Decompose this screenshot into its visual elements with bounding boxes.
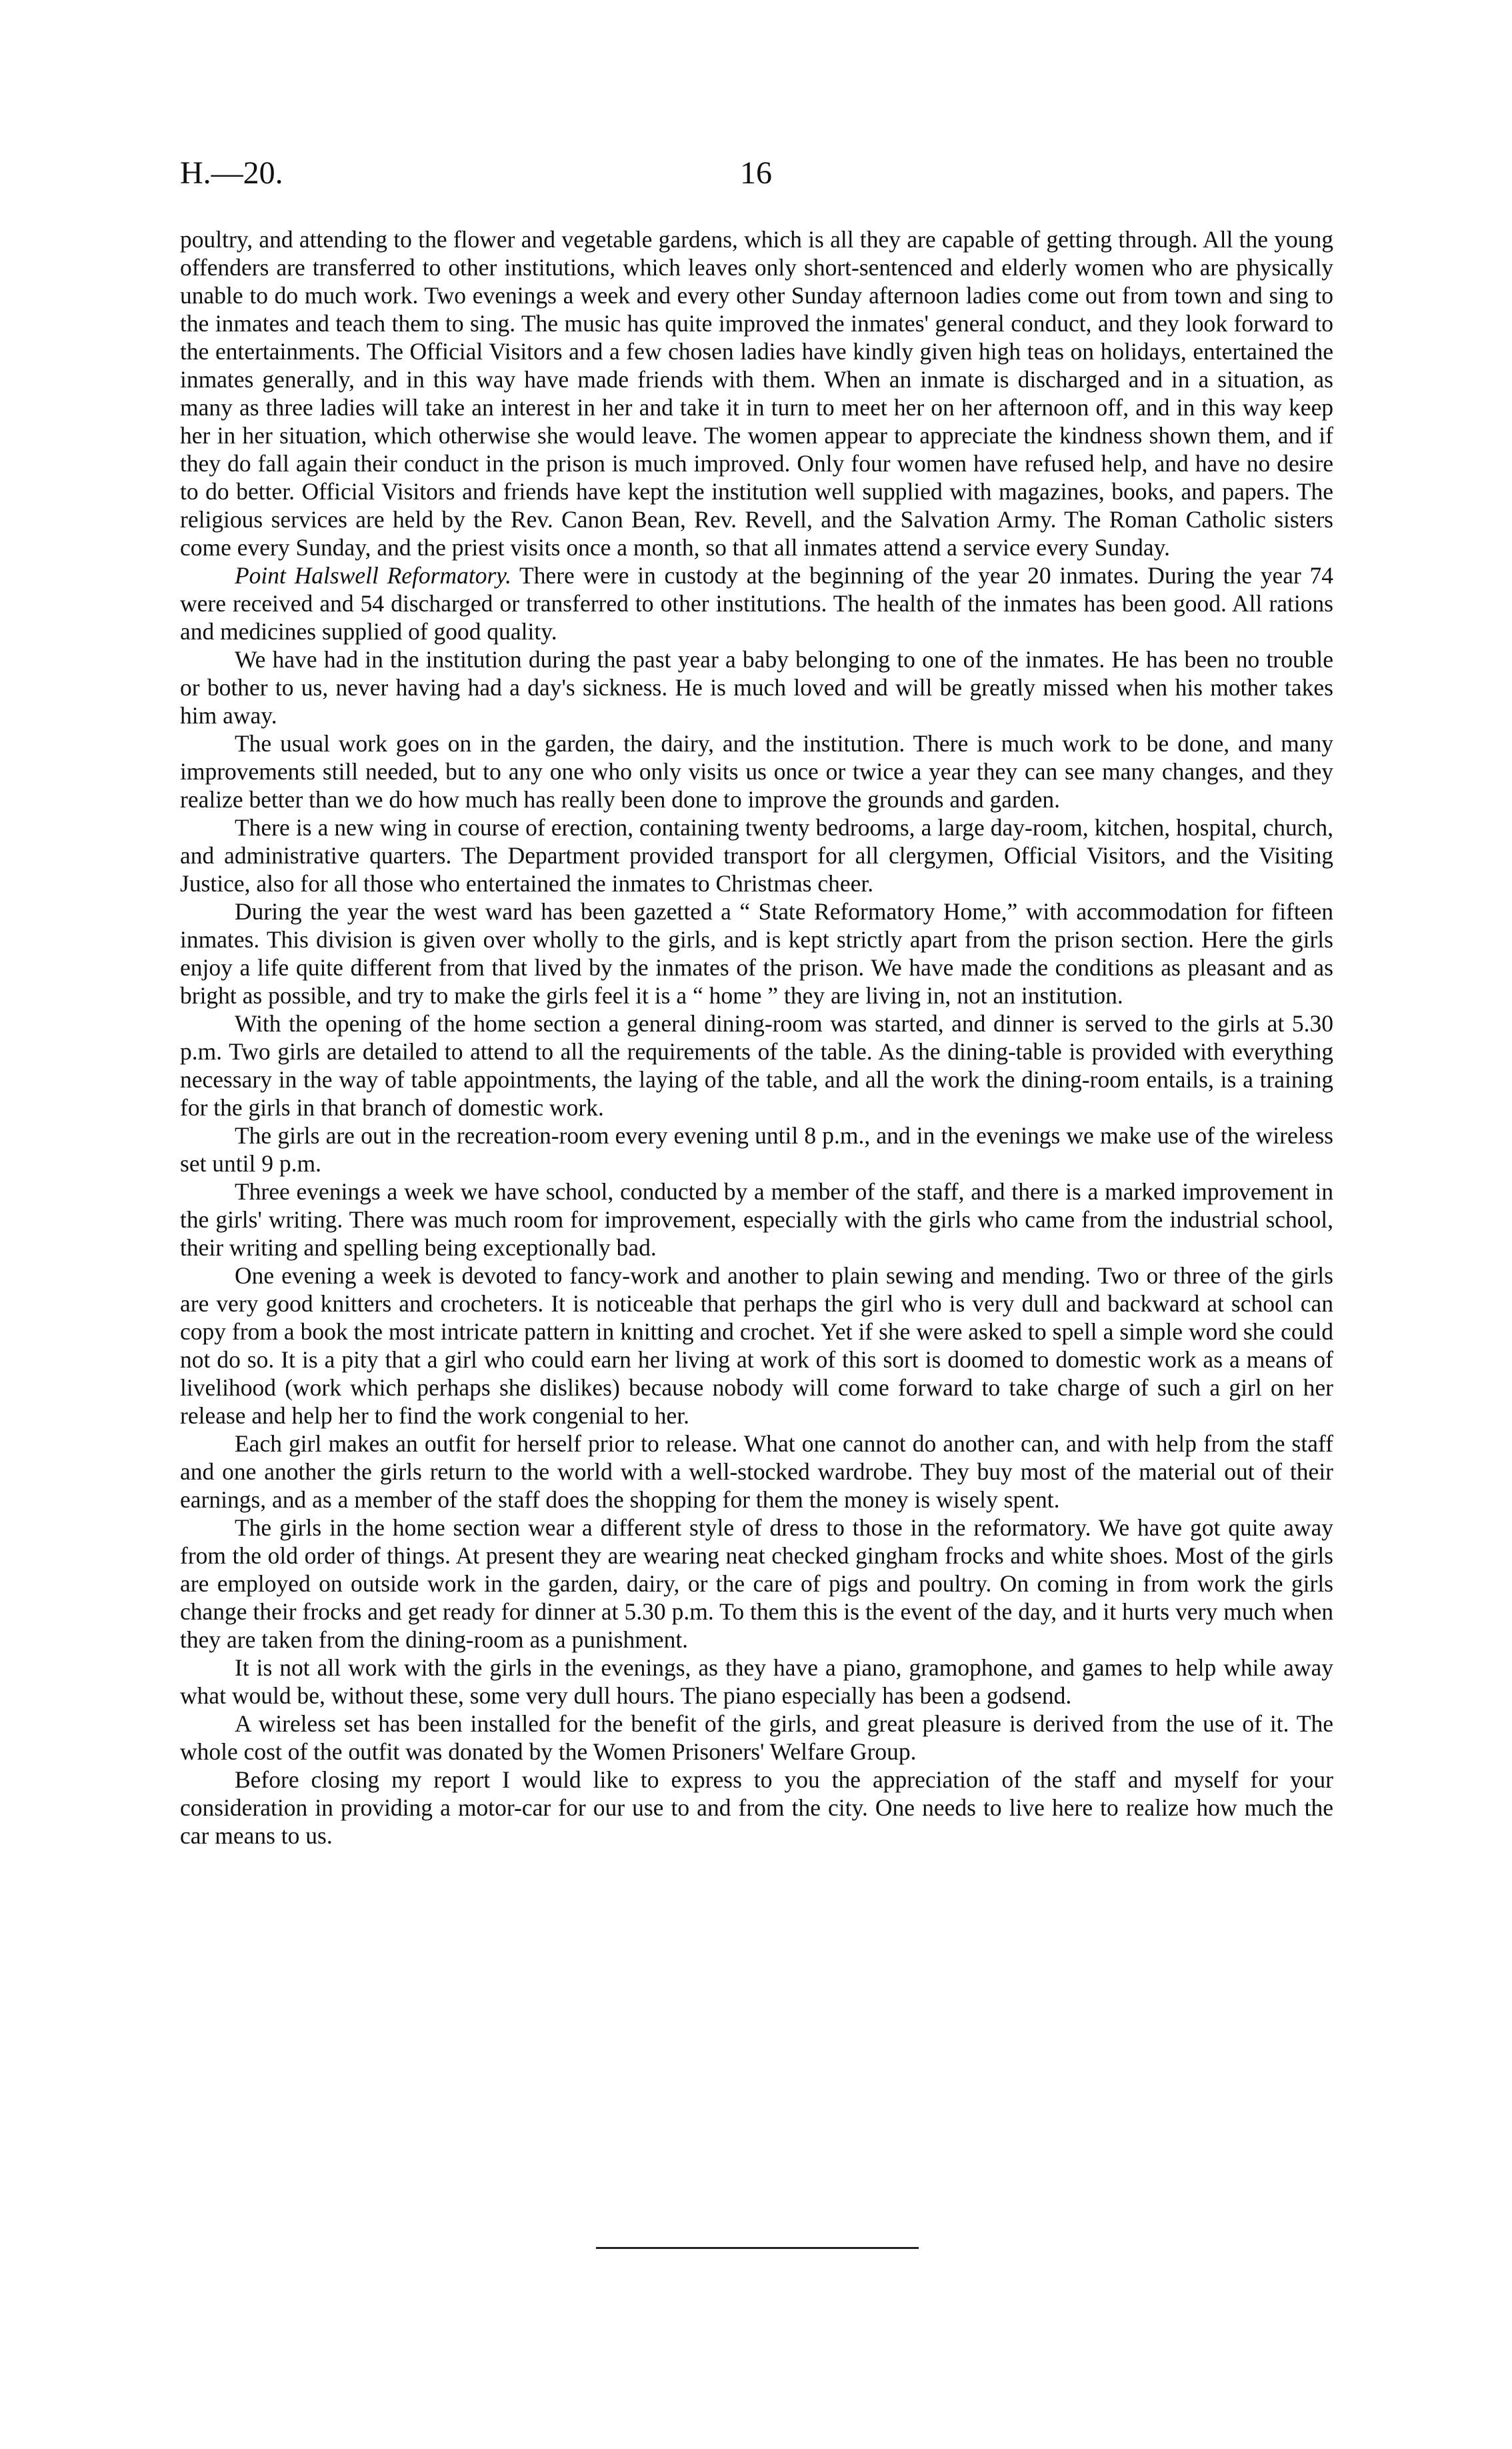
paragraph-wireless <box>180 1710 1333 1766</box>
page-number: 16 <box>740 155 772 191</box>
paragraph-point-halswell <box>180 561 1333 645</box>
paragraph-text: Before closing my report I would like to express to you the appreciation of the staff and myself for your consideration in providing a motor-car for our use to and from the city. One needs to live here to realize how much the car means to us. <box>180 1766 1333 1849</box>
paragraph-poultry-gardens <box>180 225 1333 561</box>
section-lead-in: Point Halswell Reformatory. <box>235 562 511 589</box>
paragraph-text: poultry, and attending to the flower and vegetable gardens, which is all they are capable of getting through. All the young offenders are transferred to other institutions, which leaves only short-sentenced and elderly women who are physically unable to do much work. Two evenings a week and every other Sunday afternoon ladies come out from town and sing to the inmates and teach them to sing. The music has quite improved the inmates' general conduct, and they look forward to the entertainments. The Official Visitors and a few chosen ladies have kindly given high teas on holidays, entertained the inmates generally, and in this way have made friends with them. When an inmate is discharged and in a situation, as many as three ladies will take an interest in her and take it in turn to meet her on her afternoon off, and in this way keep her in her situation, which otherwise she would leave. The women appear to appreciate the kindness shown them, and if they do fall again their conduct in the prison is much improved. Only four women have refused help, and have no desire to do better. Official Visitors and friends have kept the institution well supplied with magazines, books, and papers. The religious services are held by the Rev. Canon Bean, Rev. Revell, and the Salvation Army. The Roman Catholic sisters come every Sunday, and the priest visits once a month, so that all inmates attend a service every Sunday. <box>180 226 1333 561</box>
paragraph-new-wing <box>180 813 1333 897</box>
document-reference: H.—20. <box>180 155 283 191</box>
paragraph-text: The girls in the home section wear a different style of dress to those in the reformatory. We have got quite away from the old order of things. At present they are wearing neat checked gingham frocks and white shoes. Most of the girls are employed on outside work in the garden, dairy, or the care of pigs and poultry. On coming in from work the girls change their frocks and get ready for dinner at 5.30 p.m. To them this is the event of the day, and it hurts very much when they are taken from the dining-room as a punishment. <box>180 1514 1333 1653</box>
closing-divider <box>596 2247 919 2249</box>
paragraph-school <box>180 1177 1333 1262</box>
paragraph-outfit <box>180 1430 1333 1514</box>
paragraph-text: It is not all work with the girls in the evenings, as they have a piano, gramophone, and games to help while away what would be, without these, some very dull hours. The piano especially has been a godsend. <box>180 1654 1333 1709</box>
paragraph-recreation <box>180 1121 1333 1177</box>
report-body <box>180 225 1333 1850</box>
paragraph-text: We have had in the institution during the past year a baby belonging to one of the inmates. He has been no trouble or bother to us, never having had a day's sickness. He is much loved and will be greatly missed when his mother takes him away. <box>180 646 1333 729</box>
paragraph-text: Three evenings a week we have school, conducted by a member of the staff, and there is a marked improvement in the girls' writing. There was much room for improvement, especially with the girls who came from the industrial school, their writing and spelling being exceptionally bad. <box>180 1178 1333 1261</box>
paragraph-evenings <box>180 1654 1333 1710</box>
paragraph-text: There were in custody at the beginning of the year 20 inmates. During the year 74 were received and 54 discharged or transferred to other institutions. The health of the inmates has been good. All rations and medicines supplied of good quality. <box>180 562 1334 645</box>
paragraph-text: A wireless set has been installed for the benefit of the girls, and great pleasure is derived from the use of it. The whole cost of the outfit was donated by the Women Prisoners' Welfare Group. <box>180 1710 1333 1765</box>
paragraph-fancy-work <box>180 1262 1333 1430</box>
paragraph-text: One evening a week is devoted to fancy-work and another to plain sewing and mending. Two or three of the girls are very good knitters and crocheters. It is noticeable that perhaps the girl who is very dull and backward at school can copy from a book the most intricate pattern in knitting and crochet. Yet if she were asked to spell a simple word she could not do so. It is a pity that a girl who could earn her living at work of this sort is doomed to domestic work as a means of livelihood (work which perhaps she dislikes) because nobody will come forward to take charge of such a girl on her release and help her to find the work congenial to her. <box>180 1262 1333 1429</box>
page-header <box>180 155 1332 195</box>
paragraph-dress <box>180 1514 1333 1654</box>
paragraph-text: The girls are out in the recreation-room every evening until 8 p.m., and in the evenings we make use of the wireless set until 9 p.m. <box>180 1122 1333 1177</box>
paragraph-text: There is a new wing in course of erection, containing twenty bedrooms, a large day-room, kitchen, hospital, church, and administrative quarters. The Department provided transport for all clergymen, Official Visitors, and the Visiting Justice, also for all those who entertained the inmates to Christmas cheer. <box>180 814 1333 897</box>
paragraph-reformatory-home <box>180 897 1333 1009</box>
paragraph-text: The usual work goes on in the garden, the dairy, and the institution. There is much work to be done, and many improvements still needed, but to any one who only visits us once or twice a year they can see many changes, and they realize better than we do how much has really been done to improve the grounds and garden. <box>180 730 1333 813</box>
paragraph-text: With the opening of the home section a general dining-room was started, and dinner is served to the girls at 5.30 p.m. Two girls are detailed to attend to all the requirements of the table. As the dining-table is provided with everything necessary in the way of table appointments, the laying of the table, and all the work the dining-room entails, is a training for the girls in that branch of domestic work. <box>180 1010 1333 1121</box>
paragraph-dining-room <box>180 1009 1333 1121</box>
paragraph-closing <box>180 1766 1333 1850</box>
paragraph-text: Each girl makes an outfit for herself prior to release. What one cannot do another can, and with help from the staff and one another the girls return to the world with a well-stocked wardrobe. They buy most of the material out of their earnings, and as a member of the staff does the shopping for them the money is wisely spent. <box>180 1430 1333 1513</box>
paragraph-text: During the year the west ward has been gazetted a “ State Reformatory Home,” with accommodation for fifteen inmates. This division is given over wholly to the girls, and is kept strictly apart from the prison section. Here the girls enjoy a life quite different from that lived by the inmates of the prison. We have made the conditions as pleasant and as bright as possible, and try to make the girls feel it is a “ home ” they are living in, not an institution. <box>180 898 1333 1009</box>
paragraph-usual-work <box>180 729 1333 813</box>
paragraph-baby <box>180 645 1333 729</box>
